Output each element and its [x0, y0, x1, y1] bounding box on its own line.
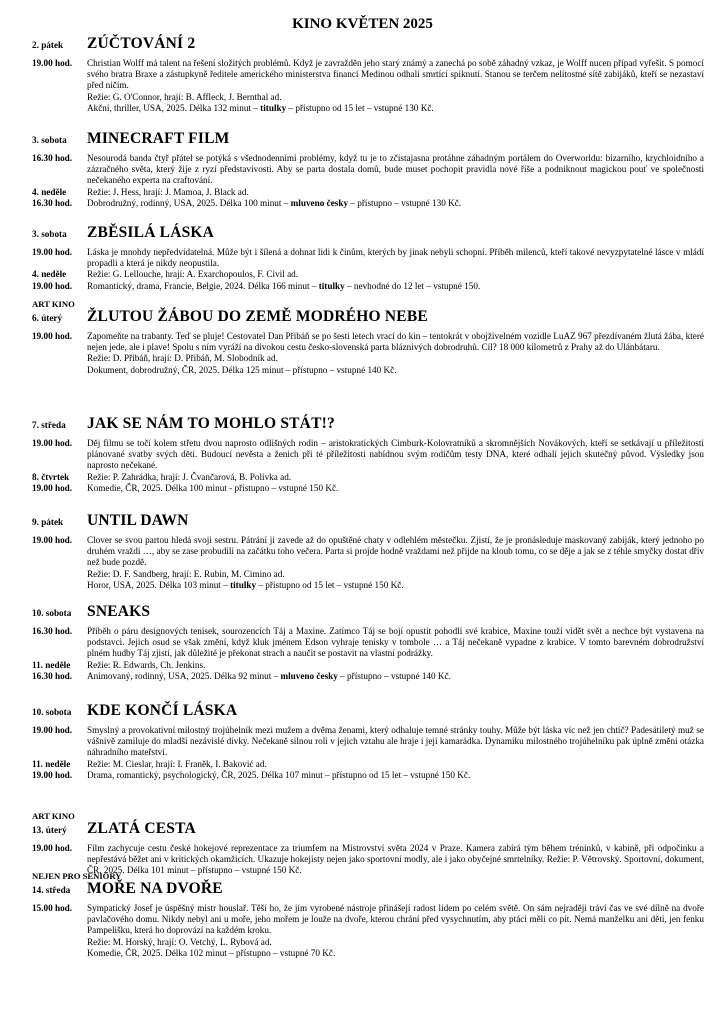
- showing-time: 4. neděle: [32, 186, 67, 197]
- film-header: [32, 224, 704, 247]
- film-text-main: Akční, thriller, USA, 2025. Délka 132 minut –: [87, 102, 261, 113]
- film-header: [32, 415, 704, 438]
- language-note: mluveno česky: [280, 670, 338, 681]
- film-text-main: Režie: G. O'Connor, hrají: B. Affleck, J. Bernthal ad.: [87, 91, 282, 102]
- film-block: [32, 35, 704, 114]
- film-block: [32, 702, 704, 781]
- film-date: 3. sobota: [32, 229, 67, 239]
- showing-time: 15.00 hod.: [32, 903, 73, 913]
- film-title: SNEAKS: [87, 603, 151, 620]
- film-text: [87, 353, 704, 364]
- film-text: [87, 725, 704, 759]
- film-text: [87, 103, 704, 114]
- film-date: 7. středa: [32, 420, 66, 430]
- film-text: [87, 626, 704, 660]
- showing-time: 16.30 hod.: [32, 153, 73, 163]
- showing-row: [32, 198, 704, 209]
- showing-row: [32, 626, 704, 660]
- film-header: [32, 512, 704, 535]
- showing-row: [32, 483, 704, 494]
- film-text-main: Komedie, ČR, 2025. Délka 102 minut – přístupno – vstupné 70 Kč.: [87, 947, 336, 958]
- film-text-main: Režie: J. Hess, hrají: J. Mamoa, J. Black ad.: [87, 186, 249, 197]
- film-text-main: Film zachycuje cestu české hokejové reprezentace za triumfem na Mistrovství světa 2024 v Praze. Kamera zabírá tým během tréninků, v kabině, při odpočinku a nepřestává běžet ani v kritických okamžicích. Ukazuje hokejisty nejen jako sportovní modly, ale i jako obyčejné smrtelníky. Režie: P. Větrovský. Sportovní, dokument, ČR, 2025. Délka 101 minut – přístupno – vstupné 150 Kč.: [87, 843, 704, 876]
- showing-row: [32, 353, 704, 364]
- page-title: KINO KVĚTEN 2025: [292, 16, 433, 32]
- film-text-main: Christian Wolff má talent na řešení složitých problémů. Když je zavražděn jeho starý známý a zanechá po sobě záhadný vzkaz, je Wolff nucen případ vyřešit. S pomocí svého bratra Braxe a zástupkyně ředitele amerického ministerstva financí Medinou odhalí smrtící spiknutí. Stanou se terčem nelítostné sítě zabijáků, kteří se nezastaví před ničím.: [87, 58, 704, 91]
- film-text-main: Režie: G. Lellouche, hrají: A. Exarchopoulos, F. Civil ad.: [87, 269, 299, 280]
- showing-row: [32, 281, 704, 292]
- film-title: JAK SE NÁM TO MOHLO STÁT!?: [87, 415, 335, 432]
- film-text: [87, 438, 704, 472]
- film-text-main: Nesourodá banda čtyř přátel se potýká s všednodenními problémy, když tu je to zčistajasna protáhne záhadným portálem do Overworldu: bizarního, krychloidního a zázračného světa, který žije z ryzí představivosti. Aby se parta dostala domů, bude muset pochopit pravidla nové říše a podniknout magickou pouť ve společnosti nečekaného experta na craftování.: [87, 153, 704, 186]
- film-text: [87, 535, 704, 569]
- film-text: [87, 247, 704, 269]
- film-text-main: Romantický, drama, Francie, Belgie, 2024. Délka 166 minut –: [87, 280, 319, 291]
- showing-row: [32, 472, 704, 483]
- film-text: [87, 759, 704, 770]
- showing-row: [32, 247, 704, 269]
- film-title: ZBĚSILÁ LÁSKA: [87, 224, 215, 241]
- film-date: 9. pátek: [32, 517, 64, 527]
- showing-row: [32, 438, 704, 472]
- film-text: [87, 569, 704, 580]
- film-text-main: Režie: D. F. Sandberg, hrají: E. Rubin, M. Cimino ad.: [87, 568, 285, 579]
- film-title: MOŘE NA DVOŘE: [87, 880, 223, 897]
- film-text-main: Clover se svou partou hledá svoji sestru. Pátrání ji zavede až do opuštěné chaty v odlehlém městečku. Zjistí, že je pronásleduje maskovaný zabiják, který jednoho po druhém vraždí …, aby se zase probudili na začátku toho večera. Parta si projde hodně vraždami než přijde na kloub tomu, co se děje a jak se z téhle smyčky dostat dřív než bude pozdě.: [87, 535, 704, 568]
- film-text: [87, 198, 704, 209]
- showing-row: [32, 153, 704, 187]
- film-date: 10. sobota: [32, 608, 72, 618]
- film-text-main: Děj filmu se točí kolem střetu dvou naprosto odlišných rodin – aristokratických Cimburk-Kolovratníků a skromnějších Novákových, kteří se setkávají u příležitosti plánované svatby svých dětí. Budoucí nevěsta a ženich při té příležitosti nabídnou svým rodičům testy DNA, které odhalí jejich skutečný původ. Výsledky jsou naprosto nečekané.: [87, 438, 704, 471]
- showing-time: 19.00 hod.: [32, 843, 73, 853]
- film-block: [32, 811, 704, 877]
- film-date: 10. sobota: [32, 707, 72, 717]
- showing-row: [32, 569, 704, 580]
- showing-time: 19.00 hod.: [32, 769, 73, 780]
- showing-row: [32, 725, 704, 759]
- showing-time: 8. čtvrtek: [32, 471, 70, 482]
- film-text-main: Režie: D. Přibáň, hrají: D. Přibáň, M. Slobodník ad.: [87, 353, 278, 364]
- film-text-main: Animovaný, rodinný, USA, 2025. Délka 92 minut –: [87, 670, 281, 681]
- showing-time: 19.00 hod.: [32, 247, 73, 257]
- film-title: ZLATÁ CESTA: [87, 820, 196, 837]
- showing-time: 19.00 hod.: [32, 58, 73, 68]
- film-date: 13. úterý: [32, 825, 67, 835]
- film-header: [32, 603, 704, 626]
- film-title: ZÚČTOVÁNÍ 2: [87, 35, 196, 52]
- film-title: MINECRAFT FILM: [87, 130, 230, 147]
- showing-time: 11. neděle: [32, 659, 71, 670]
- film-text: [87, 331, 704, 353]
- film-text: [87, 281, 704, 292]
- film-text-main: Smyslný a provokativní milostný trojúhelník mezi mužem a dvěma ženami, který odhaluje temné stránky touhy. Může být láska víc než jen chtíč? Padesátiletý muž se vášnivě zamiluje do mladší nezávislé dívky. Nečekaně silnou roli v jejich vztahu ale hraje i její kamarádka. Dynamiku milostného trojúhelníku pak úplně změní otázka náhradního mateřství.: [87, 725, 704, 758]
- film-text: [87, 937, 704, 948]
- showing-row: [32, 937, 704, 948]
- showing-row: [32, 269, 704, 280]
- showing-time: 16.30 hod.: [32, 670, 73, 681]
- film-text-main: Příběh o páru designových tenisek, sourozencích Táj a Maxine. Zatímco Táj se bojí opustit pohodlí své krabice, Maxine touží vidět svět a nechce být vystavena na podstavci. Jejich osud se však změní, když kluk jménem Edson vyhraje tenisky v tombole … a Táj nečekaně vypadne z krabice. V tomto barevném dobrodružství plném hudby Táj zjistí, jak důležité je překonat strach a naučit se postavit na vlastní podrážky.: [87, 626, 704, 659]
- film-text: [87, 269, 704, 280]
- film-text: [87, 483, 704, 494]
- film-text: [87, 472, 704, 483]
- film-category: ART KINO: [32, 299, 75, 309]
- film-block: [32, 603, 704, 682]
- film-header: [32, 820, 704, 843]
- film-date: 6. úterý: [32, 313, 63, 323]
- film-date: 2. pátek: [32, 40, 64, 50]
- film-text: [87, 770, 704, 781]
- film-text-main: Režie: M. Horský, hrají: O. Vetchý, L. Rybová ad.: [87, 936, 272, 947]
- film-text: [87, 580, 704, 591]
- film-text: [87, 187, 704, 198]
- showing-row: [32, 903, 704, 937]
- film-text-main: Komedie, ČR, 2025. Délka 100 minut - přístupno – vstupné 150 Kč.: [87, 482, 339, 493]
- showing-row: [32, 103, 704, 114]
- showing-time: 19.00 hod.: [32, 725, 73, 735]
- film-text-rest: – přístupno – vstupné 130 Kč.: [348, 197, 462, 208]
- showing-time: 19.00 hod.: [32, 535, 73, 545]
- film-text-main: Dobrodružný, rodinný, USA, 2025. Délka 100 minut –: [87, 197, 291, 208]
- film-text-main: Režie: M. Cieslar, hrají: I. Franěk, I. Baković ad.: [87, 758, 267, 769]
- film-text-main: Zapomeňte na trabanty. Teď se pluje! Cestovatel Dan Přibáň se po šesti letech vrací do kin – tentokrát v obojživelném vozidle LuAZ 967 přezdívaném žlutá žába, které nejen jede, ale i plave! Spolu s ním vyráží na divokou cestu česko-slovenská parta bláznivých dobrodruhů. Cíl? 18 000 kilometrů z Prahy až do Ulánbátaru.: [87, 331, 704, 353]
- film-text: [87, 365, 704, 376]
- film-text: [87, 153, 704, 187]
- showing-time: 19.00 hod.: [32, 438, 73, 448]
- film-header: [32, 130, 704, 153]
- film-block: [32, 130, 704, 209]
- film-text-rest: – přístupno od 15 let – vstupné 130 Kč.: [286, 102, 434, 113]
- film-text-main: Režie: P. Zahrádka, hrají: J. Čvančarová, B. Polívka ad.: [87, 471, 292, 482]
- showing-row: [32, 671, 704, 682]
- language-note: titulky: [260, 102, 287, 113]
- film-block: [32, 224, 704, 292]
- film-text-rest: – přístupno – vstupné 140 Kč.: [337, 670, 451, 681]
- language-note: mluveno česky: [290, 197, 349, 208]
- showing-row: [32, 365, 704, 376]
- showing-row: [32, 660, 704, 671]
- film-date: 3. sobota: [32, 135, 67, 145]
- film-header: [32, 35, 704, 58]
- showing-row: [32, 331, 704, 353]
- film-text-main: Režie: R. Edwards, Ch. Jenkins.: [87, 659, 206, 670]
- showing-row: [32, 770, 704, 781]
- film-header: [32, 880, 704, 903]
- film-title: KDE KONČÍ LÁSKA: [87, 702, 238, 719]
- film-text: [87, 671, 704, 682]
- showing-time: 4. neděle: [32, 269, 67, 280]
- film-date: 14. středa: [32, 885, 71, 895]
- film-block: [32, 871, 704, 959]
- film-text-rest: – nevhodné do 12 let – vstupné 150.: [344, 280, 481, 291]
- film-text-main: Dokument, dobrodružný, ČR, 2025. Délka 125 minut – přístupno – vstupné 140 Kč.: [87, 364, 397, 375]
- showing-row: [32, 58, 704, 92]
- film-category: NEJEN PRO SENIORY: [32, 871, 122, 881]
- showing-row: [32, 92, 704, 103]
- film-text-main: Sympatický Josef je úspěšný mistr houslař. Těší ho, že jím vyrobené nástroje přinášejí radost lidem po celém světě. On sám nejraději tráví čas ve své dílně na dvoře pavlačového domu. Nikdy nebyl ani u moře, jeho mořem je louže na dvoře, kterou chrání před vysychnutím, aby ptáci měli co pít. Nemá manželku ani děti, jen fenku Pampelišku, která ho doprovází na každém kroku.: [87, 903, 704, 936]
- showing-row: [32, 759, 704, 770]
- showing-time: 16.30 hod.: [32, 626, 73, 636]
- showing-time: 19.00 hod.: [32, 482, 73, 493]
- film-text-main: Horor, USA, 2025. Délka 103 minut –: [87, 579, 231, 590]
- film-text: [87, 948, 704, 959]
- film-text: [87, 660, 704, 671]
- film-text-main: Drama, romantický, psychologický, ČR, 2025. Délka 107 minut – přístupno od 15 let – vstupné 150 Kč.: [87, 769, 471, 780]
- film-header: [32, 702, 704, 725]
- showing-time: 19.00 hod.: [32, 331, 73, 341]
- film-block: [32, 415, 704, 494]
- showing-time: 11. neděle: [32, 758, 71, 769]
- film-header: [32, 308, 704, 331]
- showing-row: [32, 187, 704, 198]
- film-category: ART KINO: [32, 811, 75, 821]
- showing-row: [32, 580, 704, 591]
- film-block: [32, 299, 704, 376]
- language-note: titulky: [318, 280, 345, 291]
- film-block: [32, 512, 704, 591]
- showing-time: 16.30 hod.: [32, 197, 73, 208]
- film-text-main: Láska je mnohdy nepředvídatelná. Může být i šílená a dohnat lidi k činům, kterých by jinak nebyli schopní. Příběh milenců, kteří takové nevyzpytatelné lásce v mládí propadli a která je nikdy neopustila.: [87, 247, 704, 269]
- language-note: titulky: [230, 579, 257, 590]
- film-text: [87, 903, 704, 937]
- film-title: ŽLUTOU ŽÁBOU DO ZEMĚ MODRÉHO NEBE: [87, 308, 428, 325]
- film-title: UNTIL DAWN: [87, 512, 189, 529]
- showing-row: [32, 948, 704, 959]
- film-text: [87, 92, 704, 103]
- film-text: [87, 58, 704, 92]
- showing-time: 19.00 hod.: [32, 280, 73, 291]
- showing-row: [32, 535, 704, 569]
- film-text-rest: – přístupno od 15 let – vstupné 150 Kč.: [256, 579, 404, 590]
